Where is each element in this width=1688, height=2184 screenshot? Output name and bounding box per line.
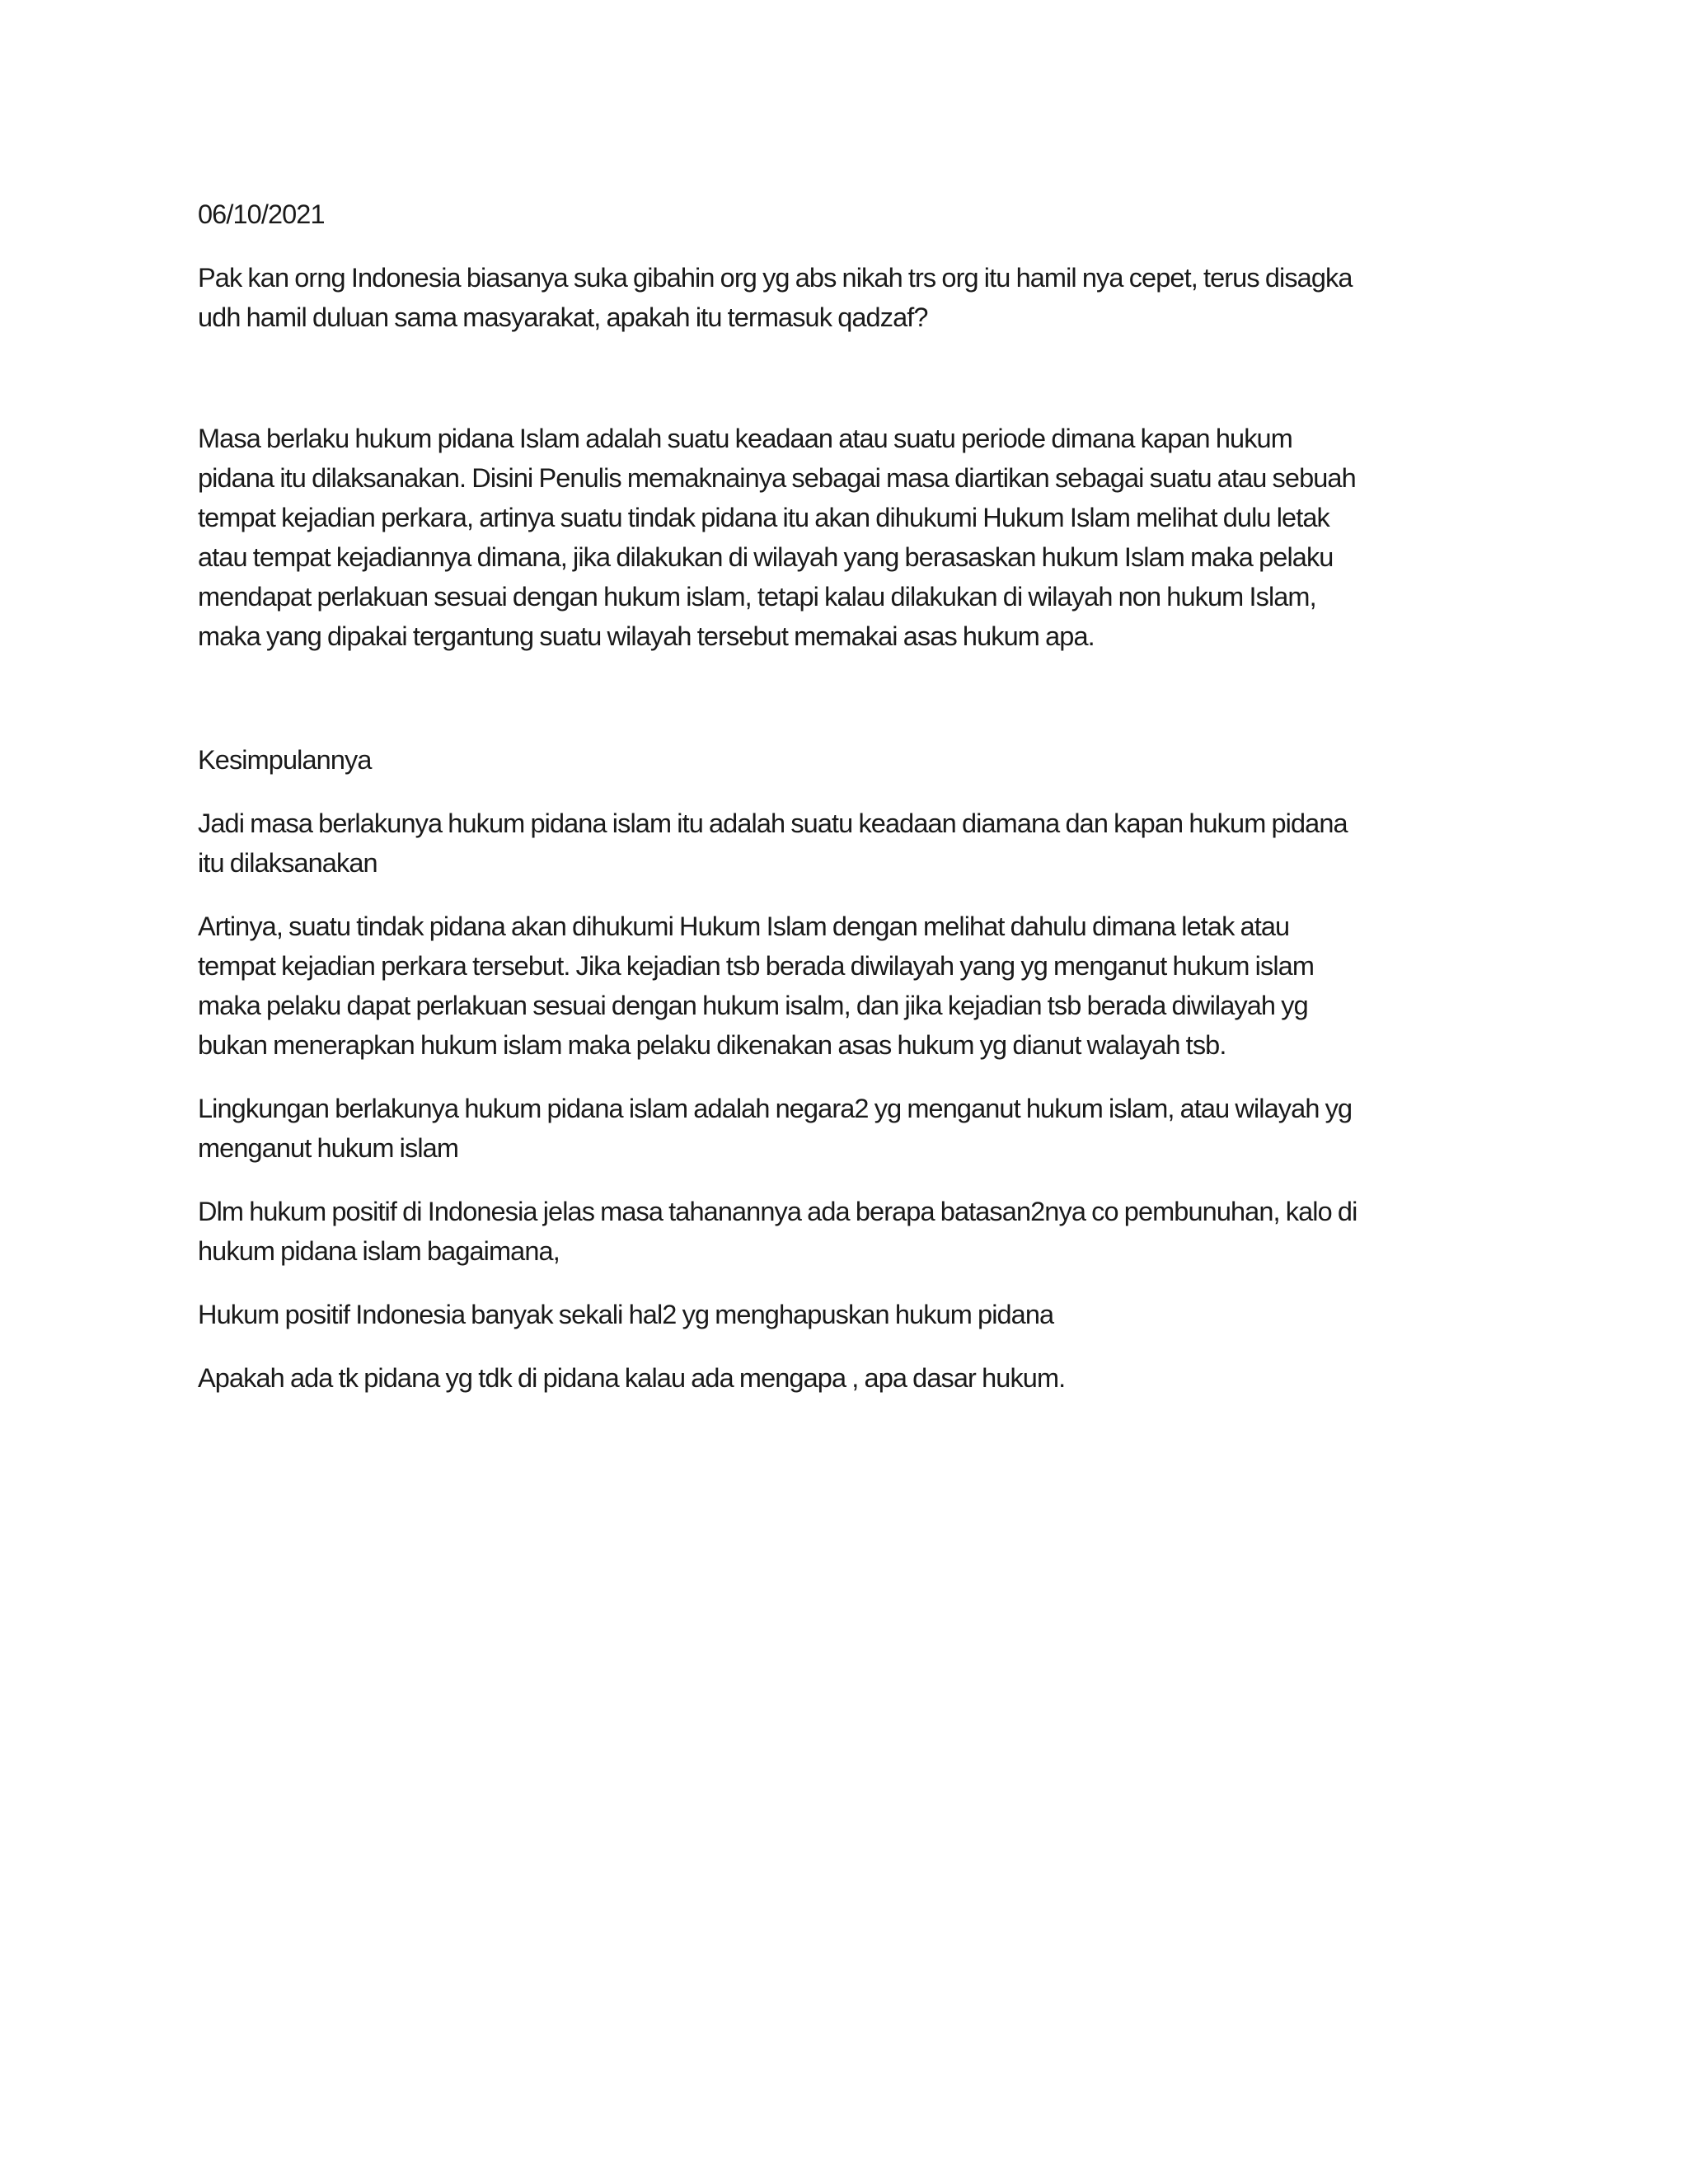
conclusion-line: maka pelaku dapat perlakuan sesuai dengan hukum isalm, dan jika kejadian tsb berada diwilayah yg [198,991,1308,1020]
conclusion-line: itu dilaksanakan [198,848,377,878]
date-text: 06/10/2021 [198,199,325,229]
conclusion-line: Jadi masa berlakunya hukum pidana islam itu adalah suatu keadaan diamana dan kapan hukum pidana [198,808,1348,838]
date-line [198,194,1517,234]
question-line: udh hamil duluan sama masyarakat, apakah itu termasuk qadzaf? [198,302,928,332]
body-line: mendapat perlakuan sesuai dengan hukum islam, tetapi kalau dilakukan di wilayah non hukum Islam, [198,582,1316,612]
conclusion-paragraph [198,1192,1517,1271]
conclusion-line: Dlm hukum positif di Indonesia jelas masa tahanannya ada berapa batasan2nya co pembunuhan, kalo di [198,1197,1357,1226]
conclusion-line: Hukum positif Indonesia banyak sekali hal2 yg menghapuskan hukum pidana [198,1300,1054,1329]
conclusion-paragraph [198,907,1517,1065]
body-line: maka yang dipakai tergantung suatu wilayah tersebut memakai asas hukum apa. [198,621,1095,651]
conclusion-paragraph [198,1089,1517,1168]
conclusion-paragraph [198,1358,1517,1398]
body-line: pidana itu dilaksanakan. Disini Penulis memaknainya sebagai masa diartikan sebagai suatu atau sebuah [198,463,1356,493]
question-paragraph [198,258,1517,337]
conclusion-line: menganut hukum islam [198,1133,458,1163]
question-line: Pak kan orng Indonesia biasanya suka gibahin org yg abs nikah trs org itu hamil nya cepet, terus disagka [198,263,1353,293]
conclusion-line: Artinya, suatu tindak pidana akan dihukumi Hukum Islam dengan melihat dahulu dimana letak atau [198,912,1290,941]
conclusion-line: Apakah ada tk pidana yg tdk di pidana kalau ada mengapa , apa dasar hukum. [198,1363,1066,1393]
conclusion-paragraph [198,1295,1517,1334]
conclusion-paragraph [198,804,1517,883]
body-line: tempat kejadian perkara, artinya suatu tindak pidana itu akan dihukumi Hukum Islam melihat dulu letak [198,503,1329,532]
conclusion-line: Lingkungan berlakunya hukum pidana islam adalah negara2 yg menganut hukum islam, atau wilayah yg [198,1094,1353,1123]
conclusion-line: tempat kejadian perkara tersebut. Jika kejadian tsb berada diwilayah yang yg menganut hukum islam [198,951,1314,981]
conclusion-heading-text: Kesimpulannya [198,745,372,775]
document-content [198,194,1517,1422]
conclusion-heading [198,740,1517,780]
body-line: atau tempat kejadiannya dimana, jika dilakukan di wilayah yang berasaskan hukum Islam maka pelaku [198,542,1334,572]
conclusion-line: bukan menerapkan hukum islam maka pelaku dikenakan asas hukum yg dianut walayah tsb. [198,1030,1226,1060]
body-paragraph [198,419,1517,656]
body-line: Masa berlaku hukum pidana Islam adalah suatu keadaan atau suatu periode dimana kapan hukum [198,424,1292,453]
conclusion-line: hukum pidana islam bagaimana, [198,1236,560,1266]
